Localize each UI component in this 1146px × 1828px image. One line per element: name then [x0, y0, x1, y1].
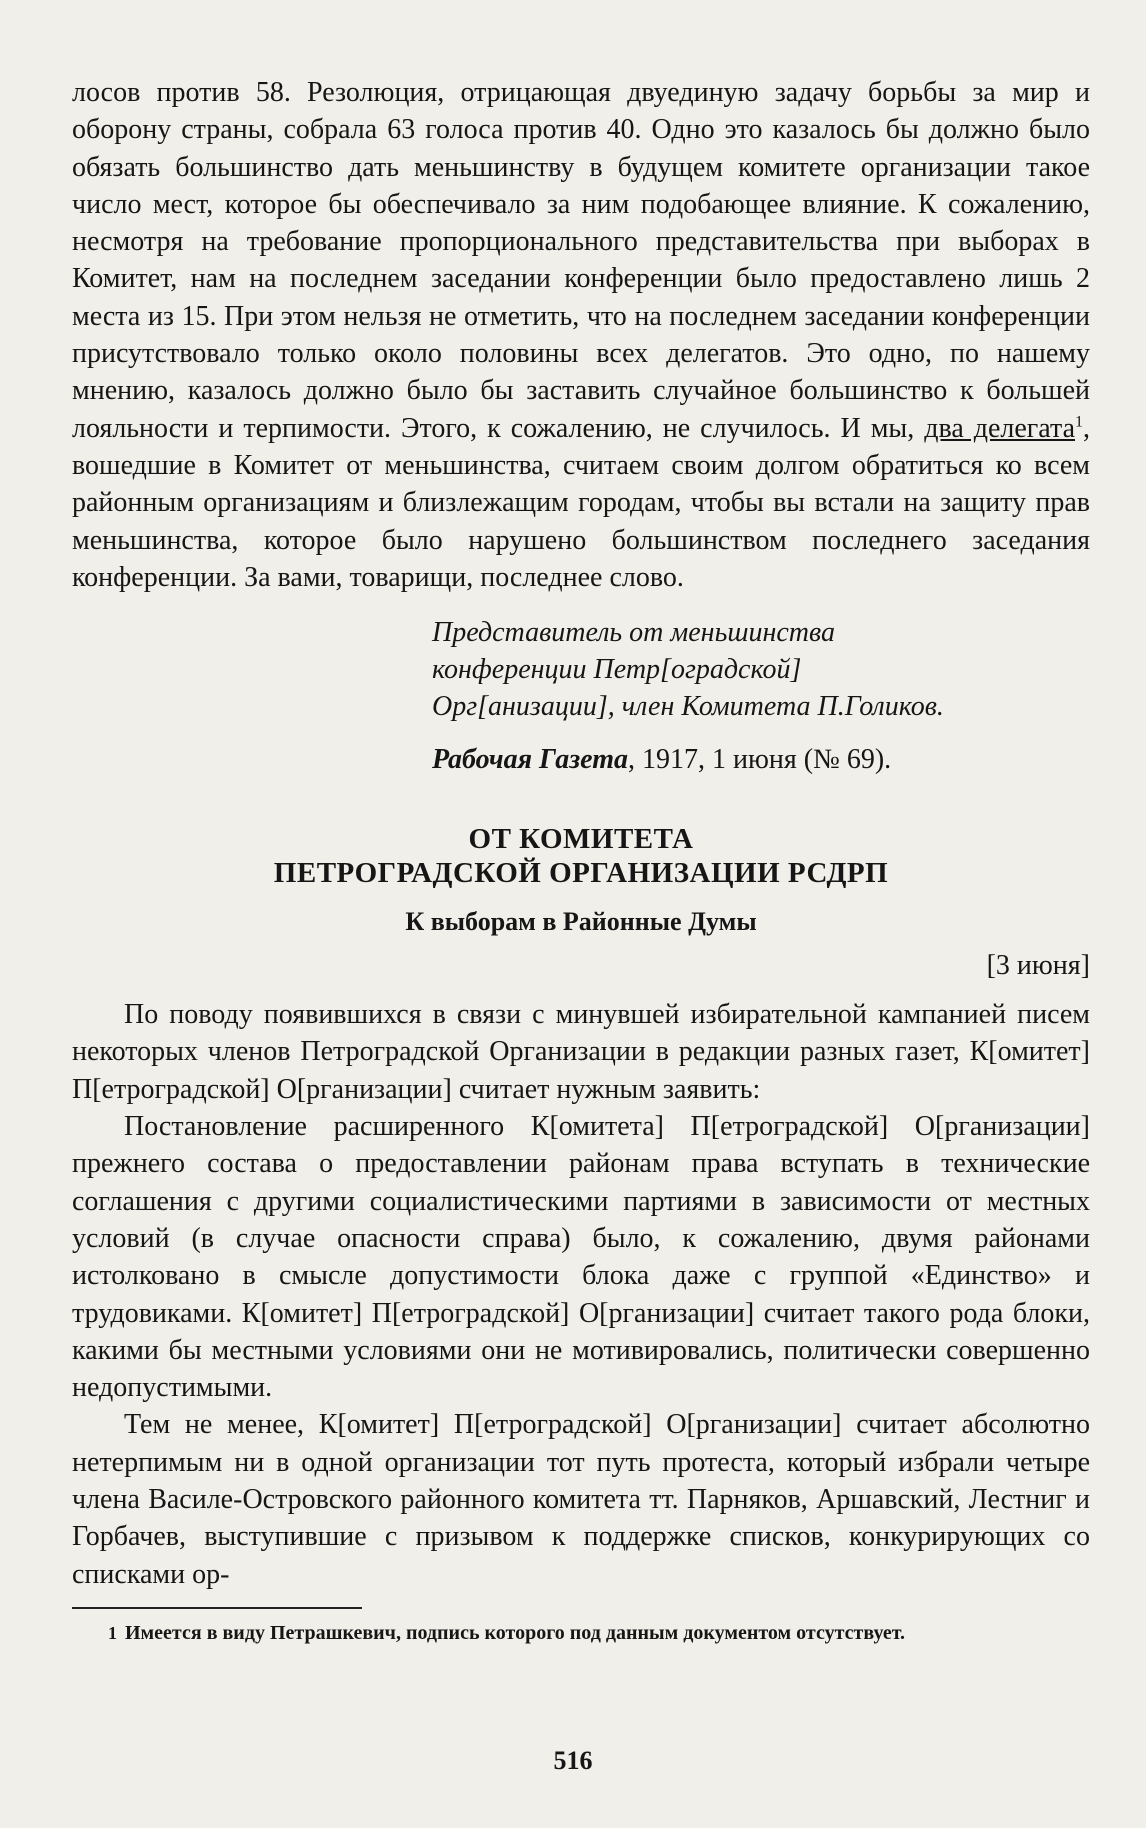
- source-detail: , 1917, 1 июня (№ 69).: [628, 744, 892, 776]
- section-subheading: К выборам в Районные Думы: [405, 907, 757, 937]
- section-heading: [72, 822, 1090, 890]
- heading-line: ПЕТРОГРАДСКОЙ ОРГАНИЗАЦИИ РСДРП: [273, 857, 889, 890]
- continuation-paragraph: [72, 74, 1090, 596]
- document-date: [3 июня]: [986, 950, 1090, 982]
- footnote-divider: [72, 1607, 362, 1609]
- heading-line: ОТ КОМИТЕТА: [468, 823, 694, 856]
- footnote: [72, 1621, 1090, 1646]
- footnote-text: Имеется в виду Петрашкевич, подпись которого под данным документом отсутствует.: [125, 1621, 906, 1644]
- paragraph-text-part2: , вошедшие в Комитет от меньшинства, считаем своим долгом обратиться ко всем районным организациям и близлежащим городам, чтобы вы встали на защиту прав меньшинства, которое было нарушено большинством последнего заседания конференции. За вами, товарищи, последнее слово.: [72, 412, 1090, 593]
- signature-line: Орг[анизации], член Комитета П.Голиков.: [432, 691, 944, 723]
- signature-block: [432, 614, 1090, 725]
- paragraph-text-part1: лосов против 58. Резолюция, отрицающая двуединую задачу борьбы за мир и оборону страны, собрала 63 голоса против 40. Одно это казалось бы должно было обязать большинство дать меньшинству в будущем комитете организации такое число мест, которое бы обеспечивало за ним подобающее влияние. К сожалению, несмотря на требование пропорционального представительства при выборах в Комитет, нам на последнем заседании конференции было предоставлено лишь 2 места из 15. При этом нельзя не отметить, что на последнем заседании конференции присутствовало только около половины всех делегатов. Это одно, по нашему мнению, казалось должно было бы заставить случайное большинство к большей лояльности и терпимости. Этого, к сожалению, не случилось. И мы,: [72, 77, 1090, 444]
- footnote-mark: 1: [108, 1622, 117, 1643]
- signature-line: Представитель от меньшинства: [432, 617, 835, 649]
- underlined-phrase: два делегата: [924, 412, 1075, 444]
- body-paragraph: Постановление расширенного К[омитета] П[етроградской] О[рганизации] прежнего состава о предоставлении районам права вступать в технические соглашения с другими социалистическими партиями в зависимости от местных условий (в случае опасности справа) было, к сожалению, двумя районами истолковано в смысле допустимости блока даже с группой «Единство» и трудовиками. К[омитет] П[етроградской] О[рганизации] считает такого рода блоки, какими бы местными условиями они не мотивировались, политически совершенно недопустимыми.: [72, 1111, 1090, 1404]
- page-number: 516: [553, 1746, 593, 1775]
- source-citation: [432, 741, 1090, 778]
- body-paragraph: По поводу появившихся в связи с минувшей избирательной кампанией писем некоторых членов Петроградской Организации в редакции разных газет, К[омитет] П[етроградской] О[рганизации] считает нужным заявить:: [72, 999, 1090, 1105]
- signature-line: конференции Петр[оградской]: [432, 654, 802, 686]
- body-paragraph: Тем не менее, К[омитет] П[етроградской] О[рганизации] считает абсолютно нетерпимым ни в одной организации тот путь протеста, который избрали четыре члена Василе-Островского районного комитета тт. Парняков, Аршавский, Лестниг и Горбачев, выступившие с призывом к поддержке списков, конкурирующих со списками ор-: [72, 1409, 1090, 1590]
- footnote-reference: 1: [1075, 413, 1083, 431]
- newspaper-title: Рабочая Газета: [432, 744, 629, 776]
